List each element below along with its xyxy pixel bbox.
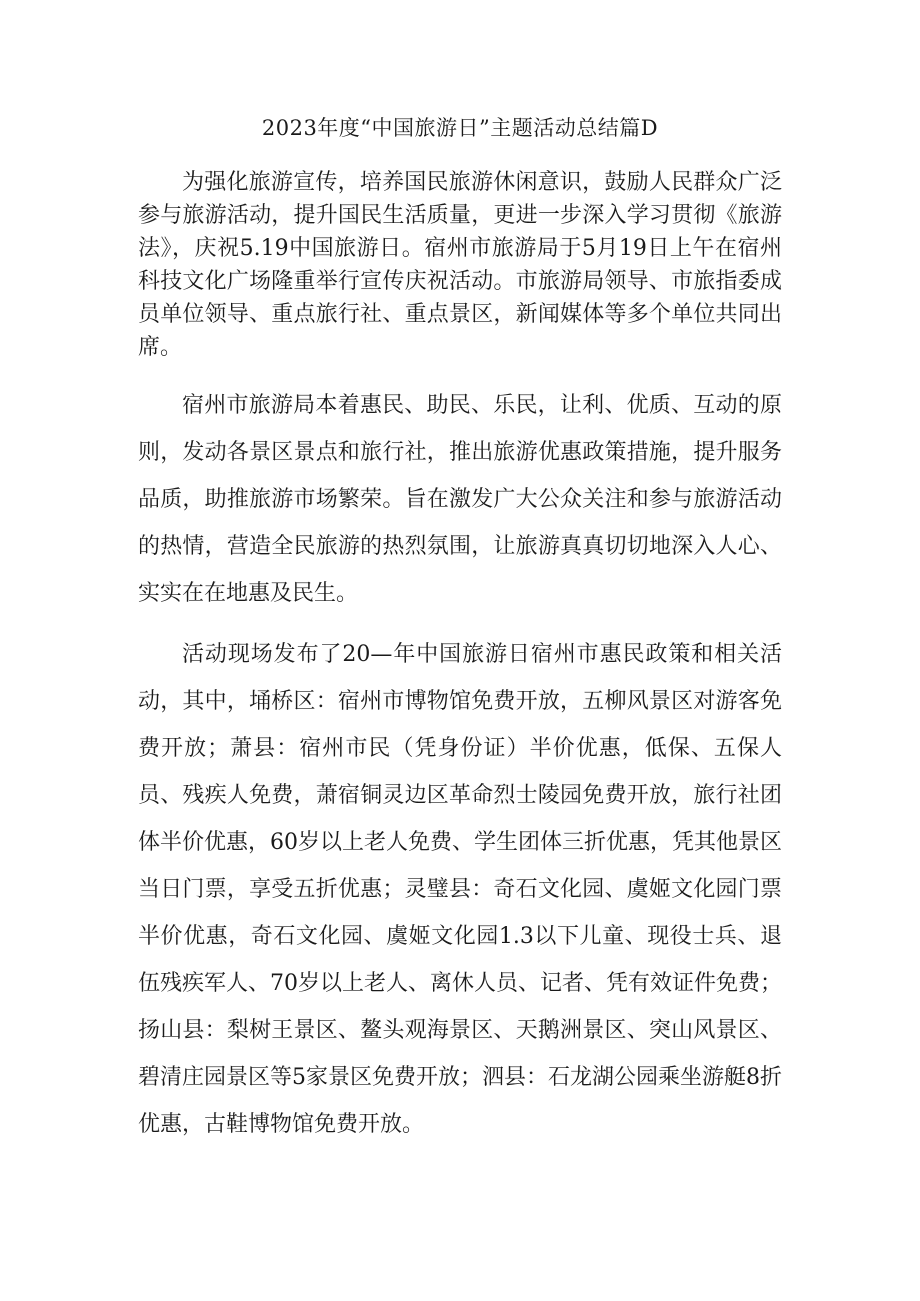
document-title: 2023年度“中国旅游日”主题活动总结篇D: [261, 116, 659, 140]
paragraph-policies: 活动现场发布了20—年中国旅游日宿州市惠民政策和相关活动，其中，埇桥区：宿州市博物馆免费开放，五柳风景区对游客免费开放；萧县：宿州市民（凭身份证）半价优惠，低保、五保人员、残疾人免费，萧宿铜灵边区革命烈士陵园免费开放，旅行社团体半价优惠，60岁以上老人免费、学生团体三折优惠，凭其他景区当日门票，享受五折优惠；灵璧县：奇石文化园、虞姬文化园门票半价优惠，奇石文化园、虞姬文化园1.3以下儿童、现役士兵、退伍残疾军人、70岁以上老人、离休人员、记者、凭有效证件免费；扬山县：梨树王景区、鳌头观海景区、天鹅洲景区、突山风景区、碧清庄园景区等5家景区免费开放；泗县：石龙湖公园乘坐游艇8折优惠，古鞋博物馆免费开放。: [138, 642, 782, 1137]
paragraph-intro: 为强化旅游宣传，培养国民旅游休闲意识，鼓励人民群众广泛参与旅游活动，提升国民生活质量，更进一步深入学习贯彻《旅游法》，庆祝5.19中国旅游日。宿州市旅游局于5月19日上午在宿州科技文化广场隆重举行宣传庆祝活动。市旅游局领导、市旅指委成员单位领导、重点旅行社、重点景区，新闻媒体等多个单位共同出席。: [138, 170, 782, 360]
paragraph-principles: 宿州市旅游局本着惠民、助民、乐民，让利、优质、互动的原则，发动各景区景点和旅行社，推出旅游优惠政策措施，提升服务品质，助推旅游市场繁荣。旨在激发广大公众关注和参与旅游活动的热情，营造全民旅游的热烈氛围，让旅游真真切切地深入人心、实实在在地惠及民生。: [138, 393, 782, 606]
